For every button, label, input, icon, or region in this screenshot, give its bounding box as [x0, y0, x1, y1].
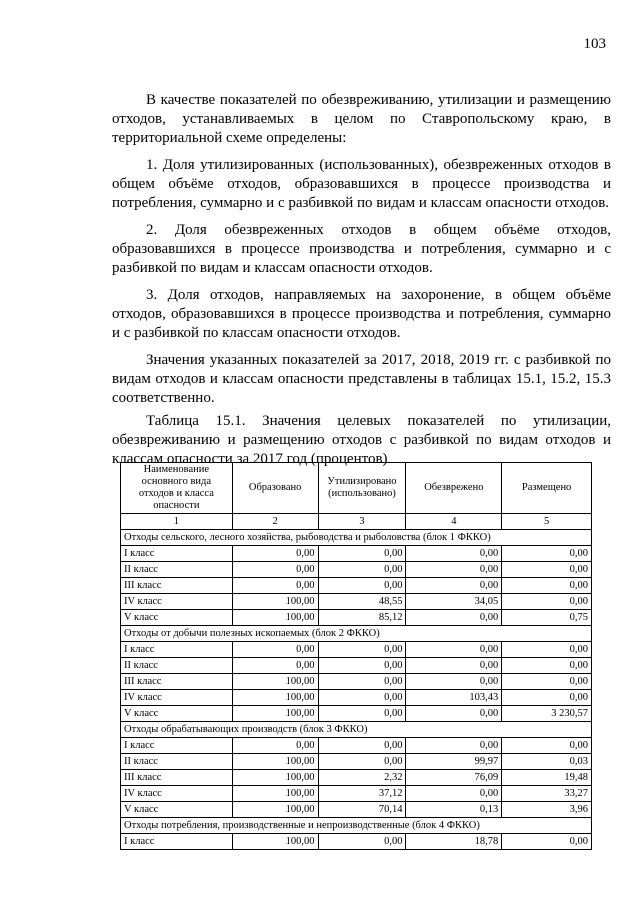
table-row — [121, 754, 592, 770]
utilized-cell: 37,12 — [318, 786, 406, 802]
neutralized-cell: 34,05 — [406, 594, 502, 610]
placed-cell: 0,00 — [502, 690, 592, 706]
utilized-cell: 0,00 — [318, 562, 406, 578]
placed-cell: 33,27 — [502, 786, 592, 802]
indicator-3-paragraph: 3. Доля отходов, направляемых на захоронение, в общем объёме отходов, образовавшихся в процессе производства и потребления, суммарно и с разбивкой по классам опасности отходов. — [112, 287, 611, 341]
table-caption: Таблица 15.1. Значения целевых показателей по утилизации, обезвреживанию и размещению отходов с разбивкой по видам отходов и классам опасности за 2017 год (процентов) — [112, 413, 611, 467]
table-row — [121, 738, 592, 754]
generated-cell: 0,00 — [232, 738, 318, 754]
column-number: 1 — [121, 514, 233, 530]
generated-cell: 100,00 — [232, 770, 318, 786]
table-row — [121, 674, 592, 690]
class-cell: II класс — [121, 658, 233, 674]
class-cell: I класс — [121, 642, 233, 658]
block-title: Отходы потребления, производственные и непроизводственные (блок 4 ФККО) — [121, 818, 592, 834]
neutralized-cell: 0,00 — [406, 674, 502, 690]
block-title: Отходы обрабатывающих производств (блок 3 ФККО) — [121, 722, 592, 738]
placed-cell: 0,75 — [502, 610, 592, 626]
neutralized-cell: 103,43 — [406, 690, 502, 706]
generated-cell: 100,00 — [232, 690, 318, 706]
neutralized-cell: 0,00 — [406, 642, 502, 658]
table-header-row — [121, 463, 592, 514]
utilized-cell: 0,00 — [318, 658, 406, 674]
neutralized-cell: 0,00 — [406, 738, 502, 754]
class-cell: III класс — [121, 770, 233, 786]
placed-cell: 0,00 — [502, 562, 592, 578]
column-number: 4 — [406, 514, 502, 530]
class-cell: II класс — [121, 754, 233, 770]
column-number: 2 — [232, 514, 318, 530]
class-cell: I класс — [121, 546, 233, 562]
neutralized-cell: 0,00 — [406, 578, 502, 594]
table-row — [121, 706, 592, 722]
neutralized-cell: 0,00 — [406, 610, 502, 626]
block-title-row — [121, 626, 592, 642]
neutralized-cell: 0,13 — [406, 802, 502, 818]
placed-cell: 3,96 — [502, 802, 592, 818]
block-title: Отходы от добычи полезных ископаемых (блок 2 ФККО) — [121, 626, 592, 642]
block-title-row — [121, 818, 592, 834]
page-number: 103 — [583, 36, 606, 52]
utilized-cell: 48,55 — [318, 594, 406, 610]
table-row — [121, 578, 592, 594]
generated-cell: 100,00 — [232, 610, 318, 626]
generated-cell: 100,00 — [232, 754, 318, 770]
table-row — [121, 562, 592, 578]
neutralized-cell: 99,97 — [406, 754, 502, 770]
generated-cell: 100,00 — [232, 834, 318, 850]
column-number: 3 — [318, 514, 406, 530]
placed-cell: 0,00 — [502, 834, 592, 850]
class-cell: V класс — [121, 802, 233, 818]
generated-cell: 100,00 — [232, 802, 318, 818]
placed-cell: 0,00 — [502, 674, 592, 690]
utilized-cell: 70,14 — [318, 802, 406, 818]
utilized-cell: 0,00 — [318, 754, 406, 770]
header-neutralized: Обезврежено — [406, 463, 502, 514]
utilized-cell: 0,00 — [318, 642, 406, 658]
generated-cell: 0,00 — [232, 546, 318, 562]
class-cell: IV класс — [121, 690, 233, 706]
indicator-1-paragraph: 1. Доля утилизированных (использованных), обезвреженных отходов в общем объёме отходов, образовавшихся в процессе производства и потребления, суммарно и с разбивкой по видам и классам опасности отходов. — [112, 157, 611, 211]
utilized-cell: 0,00 — [318, 546, 406, 562]
placed-cell: 0,03 — [502, 754, 592, 770]
table-row — [121, 610, 592, 626]
neutralized-cell: 76,09 — [406, 770, 502, 786]
utilized-cell: 0,00 — [318, 674, 406, 690]
utilized-cell: 2,32 — [318, 770, 406, 786]
neutralized-cell: 0,00 — [406, 562, 502, 578]
header-waste-type: Наименование основного вида отходов и класса опасности — [121, 463, 233, 514]
generated-cell: 100,00 — [232, 674, 318, 690]
indicators-table — [120, 462, 592, 850]
utilized-cell: 0,00 — [318, 834, 406, 850]
neutralized-cell: 0,00 — [406, 658, 502, 674]
placed-cell: 0,00 — [502, 658, 592, 674]
table-row — [121, 802, 592, 818]
table-row — [121, 546, 592, 562]
generated-cell: 0,00 — [232, 562, 318, 578]
placed-cell: 0,00 — [502, 594, 592, 610]
column-number: 5 — [502, 514, 592, 530]
table-row — [121, 594, 592, 610]
header-utilized: Утилизировано (использовано) — [318, 463, 406, 514]
placed-cell: 0,00 — [502, 578, 592, 594]
generated-cell: 100,00 — [232, 786, 318, 802]
placed-cell: 3 230,57 — [502, 706, 592, 722]
class-cell: I класс — [121, 834, 233, 850]
utilized-cell: 0,00 — [318, 706, 406, 722]
intro-paragraph: В качестве показателей по обезвреживанию, утилизации и размещению отходов, устанавливаемых в целом по Ставропольскому краю, в территориальной схеме определены: — [112, 92, 611, 146]
header-generated: Образовано — [232, 463, 318, 514]
placed-cell: 19,48 — [502, 770, 592, 786]
table-row — [121, 658, 592, 674]
table-row — [121, 642, 592, 658]
generated-cell: 0,00 — [232, 658, 318, 674]
table-row — [121, 834, 592, 850]
class-cell: II класс — [121, 562, 233, 578]
generated-cell: 100,00 — [232, 706, 318, 722]
block-title: Отходы сельского, лесного хозяйства, рыбоводства и рыболовства (блок 1 ФККО) — [121, 530, 592, 546]
placed-cell: 0,00 — [502, 738, 592, 754]
placed-cell: 0,00 — [502, 546, 592, 562]
table-row — [121, 690, 592, 706]
generated-cell: 0,00 — [232, 642, 318, 658]
neutralized-cell: 0,00 — [406, 546, 502, 562]
class-cell: III класс — [121, 578, 233, 594]
column-number-row — [121, 514, 592, 530]
neutralized-cell: 18,78 — [406, 834, 502, 850]
utilized-cell: 0,00 — [318, 690, 406, 706]
neutralized-cell: 0,00 — [406, 786, 502, 802]
class-cell: IV класс — [121, 786, 233, 802]
class-cell: IV класс — [121, 594, 233, 610]
utilized-cell: 0,00 — [318, 738, 406, 754]
placed-cell: 0,00 — [502, 642, 592, 658]
class-cell: V класс — [121, 610, 233, 626]
class-cell: I класс — [121, 738, 233, 754]
values-paragraph: Значения указанных показателей за 2017, 2018, 2019 гг. с разбивкой по видам отходов и классам опасности представлены в таблицах 15.1, 15.2, 15.3 соответственно. — [112, 352, 611, 406]
header-placed: Размещено — [502, 463, 592, 514]
table-row — [121, 770, 592, 786]
generated-cell: 0,00 — [232, 578, 318, 594]
class-cell: III класс — [121, 674, 233, 690]
block-title-row — [121, 530, 592, 546]
block-title-row — [121, 722, 592, 738]
utilized-cell: 85,12 — [318, 610, 406, 626]
class-cell: V класс — [121, 706, 233, 722]
indicator-2-paragraph: 2. Доля обезвреженных отходов в общем объёме отходов, образовавшихся в процессе производства и потребления, суммарно и с разбивкой по видам и классам опасности отходов. — [112, 222, 611, 276]
table-row — [121, 786, 592, 802]
generated-cell: 100,00 — [232, 594, 318, 610]
neutralized-cell: 0,00 — [406, 706, 502, 722]
utilized-cell: 0,00 — [318, 578, 406, 594]
